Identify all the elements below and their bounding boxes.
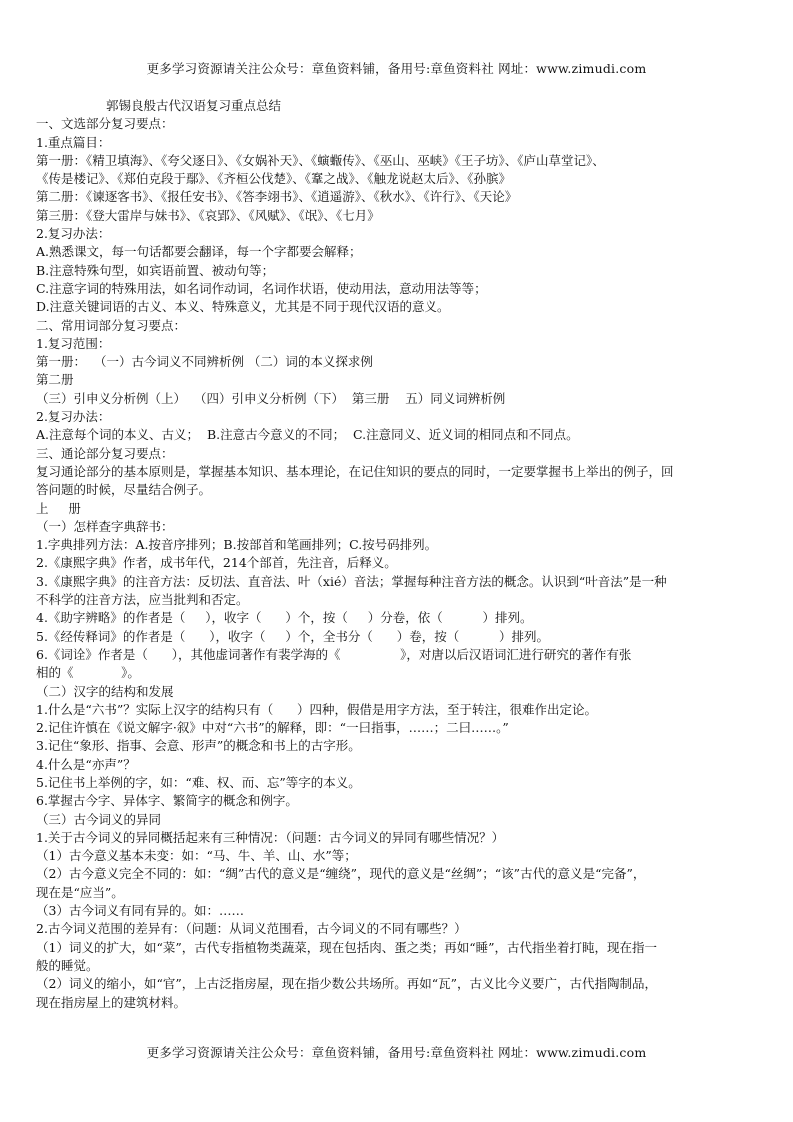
text-line: C.注意字词的特殊用法，如名词作动词，名词作状语，使动用法，意动用法等等； — [36, 280, 487, 296]
text-line: D.注意关键词语的古义、本义、特殊意义，尤其是不同于现代汉语的意义。 — [36, 299, 450, 315]
text-line: 2.复习办法： — [36, 409, 111, 425]
text-line: A.熟悉课文，每一句话都要会翻译，每一个字都要会解释； — [36, 244, 362, 260]
text-line: 般的睡觉。 — [36, 957, 99, 973]
text-line: 二、常用词部分复习要点： — [36, 317, 187, 333]
text-line: （2）词义的缩小，如“官”，上古泛指房屋，现在指少数公共场所。再如“瓦”，古义比今义要广，古代指陶制品， — [36, 976, 658, 992]
text-line: 6.《词诠》作者是（ ），其他虚词著作有裴学海的《 》，对唐以后汉语词汇进行研究的著作有张 — [36, 646, 632, 662]
text-line: 现在指房屋上的建筑材料。 — [36, 994, 187, 1010]
text-line: 上 册 — [36, 500, 81, 516]
text-line: （1）古今意义基本未变：如：“马、牛、羊、山、水”等； — [36, 848, 357, 864]
page-footer: 更多学习资源请关注公众号：章鱼资料铺，备用号:章鱼资料社 网址：www.zimudi.com — [146, 1045, 647, 1060]
text-line: （一）怎样查字典辞书： — [36, 518, 174, 534]
text-line: 2.《康熙字典》作者，成书年代，214个部首，先注音，后释义。 — [36, 555, 397, 571]
text-line: 5.《经传释词》的作者是（ ），收字（ ）个，全书分（ ）卷，按（ ）排列。 — [36, 628, 549, 644]
text-line: 现在是“应当”。 — [36, 884, 124, 900]
text-line: 4.《助字辨略》的作者是（ ），收字（ ）个，按（ ）分卷，依（ ）排列。 — [36, 610, 533, 626]
text-line: A.注意每个词的本义、古义； B.注意古今意义的不同； C.注意同义、近义词的相同点和不同点。 — [36, 427, 579, 443]
text-line: 第三册：《登大雷岸与妹书》、《哀郢》、《风赋》、《氓》、《七月》 — [36, 207, 380, 223]
text-line: 3.《康熙字典》的注音方法：反切法、直音法、叶（xié）音法；掌握每种注音方法的概念。认识到“叶音法”是一种 — [36, 573, 667, 589]
text-line: 1.复习范围： — [36, 335, 111, 351]
text-line: 答问题的时候，尽量结合例子。 — [36, 482, 212, 498]
text-line: 4.什么是“亦声”？ — [36, 756, 136, 772]
text-line: （3）古今词义有同有异的。如：…… — [36, 903, 244, 919]
text-line: 第一册： （一）古今词义不同辨析例 （二）词的本义探求例 — [36, 354, 373, 370]
text-line: 2.复习办法： — [36, 226, 111, 242]
text-line: 《传是楼记》、《郑伯克段于鄢》、《齐桓公伐楚》、《鞌之战》、《触龙说赵太后》、《孙膑》 — [36, 171, 512, 187]
text-line: 不科学的注音方法，应当批判和否定。 — [36, 592, 249, 608]
text-line: （三）引申义分析例（上） （四）引申义分析例（下） 第三册 五）同义词辨析例 — [36, 390, 506, 406]
text-line: 第一册：《精卫填海》、《夸父逐日》、《女娲补天》、《螾蝂传》、《巫山、巫峡》《王子坊》、《庐山草堂记》、 — [36, 152, 605, 168]
text-line: 一、文选部分复习要点： — [36, 116, 174, 132]
text-line: 三、通论部分复习要点： — [36, 445, 174, 461]
page-header: 更多学习资源请关注公众号：章鱼资料铺，备用号:章鱼资料社 网址：www.zimudi.com — [146, 61, 647, 76]
text-line: 第二册：《谏逐客书》、《报任安书》、《答李翊书》、《逍遥游》、《秋水》、《许行》、《天论》 — [36, 189, 518, 205]
text-line: 3.记住“象形、指事、会意、形声”的概念和书上的古字形。 — [36, 738, 361, 754]
text-line: 1.重点篇目： — [36, 134, 111, 150]
text-line: 1.什么是“六书”？实际上汉字的结构只有（ ）四种，假借是用字方法，至于转注，很难作出定论。 — [36, 701, 598, 717]
text-line: 相的《 》。 — [36, 665, 140, 681]
text-line: 1.字典排列方法：A.按音序排列；B.按部首和笔画排列；C.按号码排列。 — [36, 537, 438, 553]
text-line: 2.古今词义范围的差异有：（问题：从词义范围看，古今词义的不同有哪些？） — [36, 921, 467, 937]
text-line: （二）汉字的结构和发展 — [36, 683, 174, 699]
text-line: （2）古今意义完全不同的：如：“绸”古代的意义是“缠绕”，现代的意义是“丝绸”；“该”古代的意义是“完备”， — [36, 866, 646, 882]
text-line: 2.记住许慎在《说文解字·叙》中对“六书”的解释，即：“一曰指事，……；二曰……。” — [36, 720, 509, 736]
text-line: （1）词义的扩大，如“菜”，古代专指植物类蔬菜，现在包括肉、蛋之类；再如“睡”，古代指坐着打盹，现在指一 — [36, 939, 658, 955]
text-line: 6.掌握古今字、异体字、繁简字的概念和例字。 — [36, 793, 298, 809]
text-line: 5.记住书上举例的字，如：“难、权、而、忘”等字的本义。 — [36, 774, 361, 790]
text-line: （三）古今词义的异同 — [36, 811, 162, 827]
text-line: 第二册 — [36, 372, 74, 388]
text-line: B.注意特殊句型，如宾语前置、被动句等； — [36, 262, 275, 278]
text-line: 复习通论部分的基本原则是，掌握基本知识、基本理论，在记住知识的要点的同时，一定要掌握书上举出的例子，回 — [36, 463, 674, 479]
text-line: 1.关于古今词义的异同概括起来有三种情况：（问题：古今词义的异同有哪些情况？） — [36, 829, 505, 845]
document-title: 郭锡良般古代汉语复习重点总结 — [106, 98, 282, 113]
document-body — [36, 97, 760, 1012]
